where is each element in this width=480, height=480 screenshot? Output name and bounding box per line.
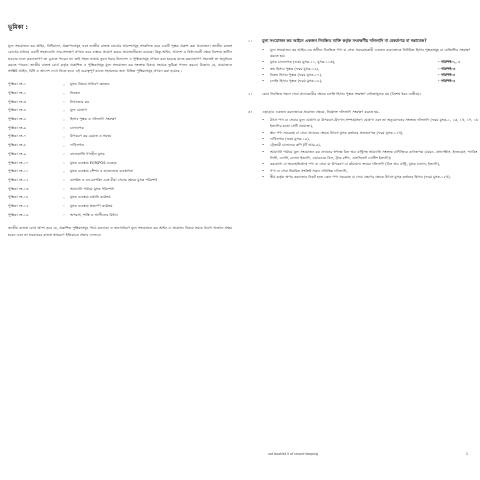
booklet-list-item [8, 80, 238, 89]
booklet-title: ব্যাংকিং ও নন-ব্যাংকিং এবং বীমা সেবার ক্ষেত্রে মূসক পরিশোধ [70, 177, 158, 182]
bullet-icon: • [262, 47, 265, 52]
booklet-list-item [8, 202, 238, 211]
bullet-text: স্বীয় কর্তৃক অপর করদাতার নিকট হতে কোন পণ্য সরবরাহ বা সেবা গ্রহণের ক্ষেত্রে উৎসে মূসক কর্তনের হিসাব (ফরম মূসক-১৮খ), [270, 174, 451, 179]
section-number: ৩। [248, 109, 252, 114]
bullet-icon: • [262, 72, 265, 77]
bullet-icon: • [262, 66, 265, 71]
separator-colon: : [63, 169, 65, 174]
separator-colon: : [63, 117, 65, 122]
booklet-number: পুস্তিকা নং-৪ [8, 108, 27, 113]
separator-colon: : [63, 204, 65, 209]
booklet-title: মূসক ব্যবস্থায় ECR/POS ব্যবহার [70, 160, 117, 165]
booklet-number: পুস্তিকা নং-১ [8, 82, 27, 87]
page-number: 2 [465, 452, 468, 456]
separator-colon: : [63, 195, 65, 200]
booklet-number: পুস্তিকা নং-১২ [8, 177, 29, 182]
bullet-list [248, 117, 478, 180]
intro-paragraph: মূল্য সংযোজন কর আইন, বিধিমালা, প্রজ্ঞাপনসমূহ এবং জাতীয় রাজস্ব বোর্ডের আদেশসমূহ সংকলিত করে একটি পুস্তক প্রকাশ করা প্রয়োজন। জাতীয় রাজস্ব বোর্ডের মাধ্যমে একটি সহজবোধ্য সার-সংক্ষেপ প্রণয়ন করে বাস্তবে প্রয়োগ করার প্রয়োজনীয়তা রয়েছে। কিন্তু আইন, আদেশ ও বিধানাবলী ক্ষেত্র বিশেষে জটিল হওয়ার ফলে করদাতাগণ তা বুঝতে পারেন না। তাই সহজ ভাষায় তুলে ধরার উদ্দেশ্যে এ পুস্তিকাসমূহ প্রণয়ন করা হয়েছে যাতে করদাতাগণ সহজেই তা অনুধাবন করতে পারেন। জাতীয় রাজস্ব বোর্ড কর্তৃক প্রকাশিত এ পুস্তিকাসমূহ মূল্য সংযোজন কর সংক্রান্ত বিষয়ে সহায়ক ভূমিকা পালন করবে। উল্লেখ্য যে, প্রয়োজনে সংশ্লিষ্ট আইন, বিধি ও আদেশ দেখে নিতে হবে। এই গুরুত্বপূর্ণ কাজে সহায়তার জন্য বিভিন্ন পুস্তিকাসমূহ প্রণয়ন করা হয়েছে : [8, 44, 232, 74]
separator-colon: : [63, 108, 65, 113]
booklet-title: অপরাধ, শাস্তি ও আপীলের বিধান [70, 212, 118, 217]
numbered-section [248, 91, 478, 97]
bullet-item [262, 47, 478, 60]
left-page [4, 22, 238, 472]
booklet-number: পুস্তিকা নং-৬ [8, 125, 27, 130]
booklet-list-item [8, 167, 238, 176]
booklet-number: পুস্তিকা নং-৮ [8, 143, 27, 148]
bullet-text: উৎস পণ্য বা সেবার মূল্য ঘোষণা বা উপকরণ-উৎপাদ সম্পর্ক/সহগ ঘোষণা এবং তা অনুমোদনের সংক্রান্ত দলিলাদি (ফরম মূসক-১, ১ক, ১খ, ১গ, ১ঘ ইত্যাদির মতো সেটি প্রযোজ্য), [270, 118, 478, 129]
bullet-text: ক্রয় হিসাব পুস্তক (ফরম মূসক-১৬), [270, 66, 319, 71]
booklet-title: টার্নওভার কর [70, 99, 90, 104]
booklet-list-item [8, 176, 238, 185]
booklet-list-item [8, 124, 238, 133]
separator-colon: : [63, 143, 65, 148]
bullet-text: চলতি হিসাব পুস্তক (ফরম মূসক-১৮), [270, 79, 323, 84]
booklet-list-item [8, 98, 238, 107]
bullet-icon: • [262, 174, 265, 179]
booklet-number: পুস্তিকা নং-১৫ [8, 203, 29, 208]
numbered-section [248, 38, 478, 85]
appendix-reference: - পরিশিষ্ট-১, ২ [438, 60, 461, 65]
booklet-number: পুস্তিকা নং-৭ [8, 134, 27, 139]
bullet-icon: • [262, 118, 265, 123]
bullet-item [262, 117, 478, 130]
booklet-title: মূসক বিষয়ে সাধারণ জ্ঞাতব্য [70, 82, 110, 87]
bullet-icon: • [262, 79, 265, 84]
separator-colon: : [63, 82, 65, 87]
booklet-number: পুস্তিকা নং-৯ [8, 151, 27, 156]
bullet-item [262, 149, 478, 162]
booklet-number: পুস্তিকা নং-১০ [8, 160, 29, 165]
booklet-title: নিবন্ধন [70, 91, 81, 96]
appendix-reference: - পরিশিষ্ট-৪ [438, 72, 456, 77]
bullet-text: মূল্য সংযোজন কর আইন-এর অধীনে নিবন্ধিত পণ্য বা সেবা সরবরাহকারী একজন করদাতাকে নির্ধারিত হিসাব পুস্তকসমূহ বা রেজিস্টার সংরক্ষণ করতে হয়। [270, 47, 471, 59]
footer-title: vat booklet-5 of record keeping [268, 452, 319, 456]
separator-colon: : [63, 187, 65, 192]
booklet-title: বাজেয়াপ্তি গণ্যহীন মূসক [70, 151, 105, 156]
booklet-number: পুস্তিকা নং-১১ [8, 169, 29, 174]
appendix-reference: - পরিশিষ্ট-৫ [438, 79, 456, 84]
bullet-text: দাখিলপত্র (ফরম মূসক-১৯), [270, 137, 310, 142]
separator-colon: : [63, 178, 65, 183]
bullet-text: করযোগ্য বা অব্যাহতিপ্রাপ্ত পণ্য বা সেবা বা উপকরণ বা কাঁচামাল ক্রয়ের দলিলাদি (বিল অব এন্ট্রি, মূসক চালান, ইত্যাদি), [270, 162, 441, 167]
booklet-list-item [8, 107, 238, 116]
bullet-item [262, 78, 478, 84]
booklet-title: মূসক ব্যবস্থায় প্রত্যর্পণ কার্যক্রম [70, 203, 113, 208]
booklet-title: দাখিলপত্র [70, 143, 85, 148]
bullet-icon: • [262, 60, 265, 65]
booklet-list-item [8, 89, 238, 98]
booklet-list-item [8, 159, 238, 168]
separator-colon: : [63, 126, 65, 131]
booklet-title: মূসক ব্যবস্থায় রপ্তানি কার্যক্রম [70, 195, 111, 200]
closing-paragraph: জাতীয় রাজস্ব বোর্ড আশা করে যে, প্রকাশিত পুস্তিকাসমূহ পাঠে করদাতা ও জনসাধারণ মূল্য সংযোজন কর আইন ও প্রযোজ্য বিষয়ে সম্যক ধারণা অর্জনে সক্ষম হবেন এবং তা সরকারের রাজস্ব আহরণে ইতিবাচক প্রভাব ফেলবে। [8, 226, 232, 237]
separator-colon: : [63, 91, 65, 96]
bullet-icon: • [262, 168, 265, 173]
bullet-text: ট্রেজারী চালানের কপি (টি আর-৬), [270, 143, 321, 148]
section-number: ২। [248, 91, 252, 96]
booklet-number: পুস্তিকা নং-৫ [8, 117, 27, 122]
bullet-text: বিক্রয় হিসাব পুস্তক (ফরম মূসক-১৭), [270, 72, 322, 77]
section-number: ১। [248, 39, 252, 43]
bullet-icon: • [262, 143, 265, 148]
booklet-list-item [8, 185, 238, 194]
booklet-list-item [8, 211, 238, 220]
booklet-number: পুস্তিকা নং-২ [8, 91, 27, 96]
booklet-list-item [8, 133, 238, 142]
booklet-list-item [8, 150, 238, 159]
right-page [248, 38, 478, 438]
separator-colon: : [63, 161, 65, 166]
booklet-list [8, 80, 238, 219]
bullet-text: পণ্য বা সেবা নিয়মিত সংক্রিষ্ট সকল দাবিত্তিক দলিলাদি, [270, 168, 348, 173]
booklet-title: আমদানি পর্যায়ে মূসক পরিশোধ [70, 186, 114, 191]
bullet-text: মূসক চালানপত্র (ফরম মূসক-১১, মূসক-১১ক), [270, 60, 336, 65]
booklet-number: পুস্তিকা নং-১৪ [8, 195, 29, 200]
separator-colon: : [63, 100, 65, 105]
bullet-icon: • [262, 130, 265, 135]
booklet-title: উপকরণ কর রেয়াত ও সমন্বয় [70, 134, 112, 139]
bullet-icon: • [262, 162, 265, 167]
booklet-list-item [8, 141, 238, 150]
booklet-list-item [8, 115, 238, 124]
bullet-list [248, 47, 478, 85]
booklet-title: মূল্য ঘোষণা [70, 108, 87, 113]
booklet-number: পুস্তিকা নং-১৩ [8, 186, 29, 191]
booklet-title: মূসক ব্যবস্থায় স্টেশন ও হাতেনাতে ব্যবস্থাপনা [70, 169, 134, 174]
separator-colon: : [63, 213, 65, 218]
numbered-section [248, 109, 478, 180]
section-heading: ভূমিকা : [8, 24, 28, 31]
booklet-title: চালানপত্র [70, 125, 84, 130]
separator-colon: : [63, 134, 65, 139]
bullet-icon: • [262, 137, 265, 142]
appendix-reference: - পরিশিষ্ট-৩ [438, 66, 456, 71]
bullet-text: স্থান পণ্য সরবরাহ বা সেবা প্রদানের ক্ষেত্রে উৎসে মূসক কর্তনের প্রত্যয়নপত্র (ফরম মূসক-১২খ), [270, 130, 404, 135]
bullet-icon: • [262, 149, 265, 154]
page-footer [268, 452, 468, 456]
booklet-number: পুস্তিকা নং-১৬ [8, 212, 29, 217]
bullet-item [262, 174, 478, 180]
booklet-title: হিসাব পুস্তক ও দলিলাদি সংরক্ষণ [70, 117, 117, 122]
booklet-list-item [8, 193, 238, 202]
bullet-text: আমদানি পর্যায়ে মূল্য সংযোজন কর প্রদানের স্বপক্ষে বিল অব এন্ট্রিসহ আমদানি সংক্রান্ত বাণিজ্যিক কাগজপত্র (যেমন- প্রসপেক্টাস, ইনভয়েস, প্যাকিং লিস্ট, এলসি, চালান ইত্যাদি, এয়ারওয়ে বিল, ট্রাক রশিদ, এলসিভেট নোটিশ ইত্যাদি)। [270, 149, 478, 160]
booklet-number: পুস্তিকা নং-৩ [8, 99, 27, 104]
section-text: মূল্য সংযোজন কর আইনে একজন নিবন্ধিত ব্যক্তি কর্তৃক সংরক্ষণীয় দলিলাদি বা রেকর্ডপত্র বা দস্তাবেজ? [262, 38, 427, 43]
section-text: এছাড়াও একজন করদাতাকে প্রযোজ্য ক্ষেত্রে, নিম্নোক্ত দলিলাদি সংরক্ষণ করতে হয়- [262, 109, 380, 114]
section-text: কোন নিবন্ধিত সকল সেবা প্রদানকারীর ক্ষেত্রে চলতি হিসাব পুস্তক সংরক্ষণ বাধ্যতামূলক নয় (বিশেষ ধরন ব্যতীত)। [262, 91, 421, 96]
separator-colon: : [63, 152, 65, 157]
